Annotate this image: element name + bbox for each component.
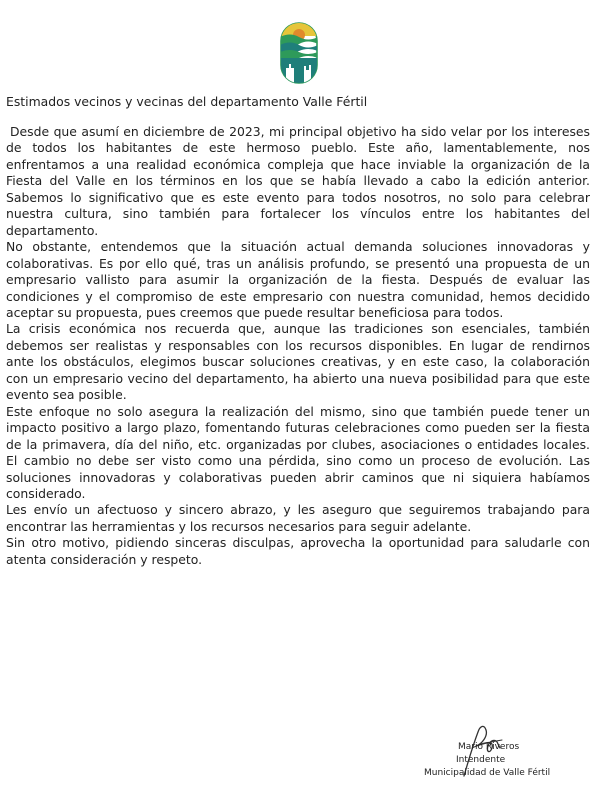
signature-name: Mario Riveros: [458, 742, 520, 752]
letter-paragraph-6: Sin otro motivo, pidiendo sinceras disculpas, aprovecha la oportunidad para saludarle con atenta consideración y respeto.: [6, 535, 590, 567]
letter-salutation: Estimados vecinos y vecinas del departamento Valle Fértil: [6, 94, 368, 109]
signature-block: [418, 718, 588, 784]
letter-paragraph-2: No obstante, entendemos que la situación actual demanda soluciones innovadoras y colaborativas. Es por ello qué, tras un análisis profundo, se presentó una propuesta de un empresario vallisto para asumir la organización de la fiesta. Después de evaluar las condiciones y el compromiso de este empresario con nuestra comunidad, hemos decidido aceptar su propuesta, pues creemos que puede resultar beneficiosa para todos.: [6, 239, 590, 320]
signature-organization: Municipalidad de Valle Fértil: [424, 768, 551, 778]
valle-fertil-emblem-icon: [280, 22, 318, 84]
signature-role: Intendente: [456, 755, 506, 765]
letter-paragraph-4: Este enfoque no solo asegura la realización del mismo, sino que también puede tener un impacto positivo a largo plazo, fomentando futuras celebraciones como pueden ser la fiesta de la primavera, día del niño, etc. organizadas por clubes, asociaciones o entidades locales. El cambio no debe ser visto como una pérdida, sino como un proceso de evolución. Las soluciones innovadoras y colaborativas pueden abrir caminos que ni siquiera habíamos considerado.: [6, 403, 590, 501]
letter-paragraph-5: Les envío un afectuoso y sincero abrazo, y les aseguro que seguiremos trabajando para encontrar las herramientas y los recursos necesarios para seguir adelante.: [6, 502, 590, 534]
letter-paragraph-3: La crisis económica nos recuerda que, aunque las tradiciones son esenciales, también debemos ser realistas y responsables con los recursos disponibles. En lugar de rendirnos ante los obstáculos, elegimos buscar soluciones creativas, y en este caso, la colaboración con un empresario vecino del departamento, ha abierto una nueva posibilidad para que este evento sea posible.: [6, 321, 590, 403]
letter-paragraph-1: Desde que asumí en diciembre de 2023, mi principal objetivo ha sido velar por los intereses de todos los habitantes de este hermoso pueblo. Este año, lamentablemente, nos enfrentamos a una realidad económica compleja que hace inviable la organización de la Fiesta del Valle en los términos en los que se había llevado a cabo la edición anterior. Sabemos lo significativo que es este evento para todos nosotros, no solo para celebrar nuestra cultura, sino también para fortalecer los vínculos entre los habitantes del departamento.: [6, 124, 590, 238]
letter-body: [6, 124, 590, 568]
